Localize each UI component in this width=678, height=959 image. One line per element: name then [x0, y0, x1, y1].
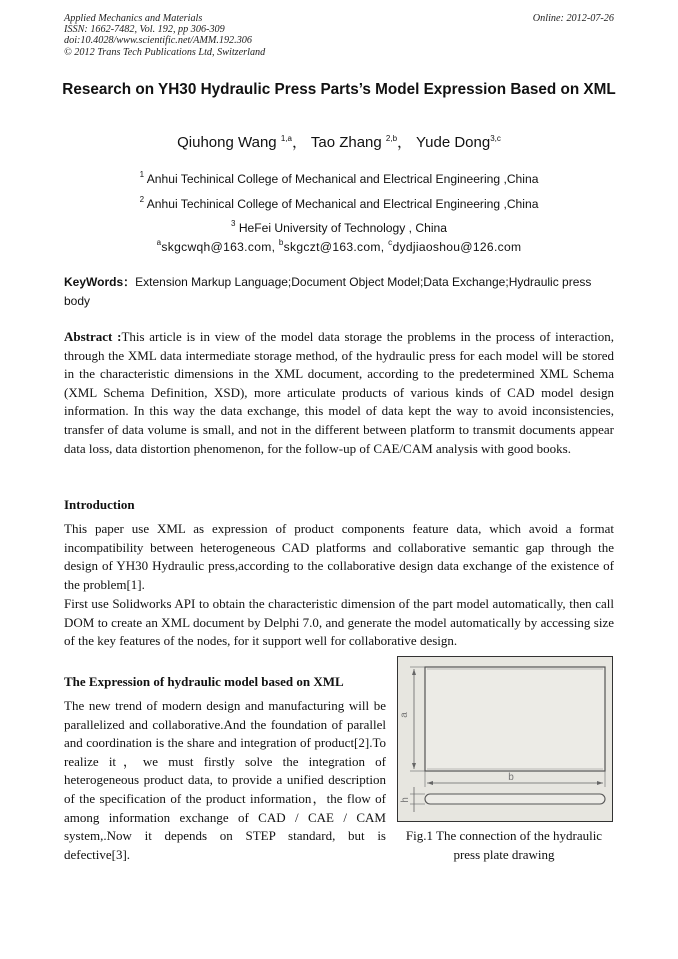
email-mark: a	[156, 238, 162, 247]
dimension-label-h: h	[400, 797, 411, 803]
email-mark: c	[388, 238, 393, 247]
figure-caption	[392, 827, 616, 864]
author-name: Qiuhong Wang	[177, 134, 281, 151]
author-list	[60, 131, 618, 152]
plate-side-view	[425, 794, 605, 804]
paper-title: Research on YH30 Hydraulic Press Parts’s Model Expression Based on XML	[62, 81, 616, 98]
author-separator: ，	[291, 134, 307, 151]
issn-line: ISSN: 1662-7482, Vol. 192, pp 306-309	[64, 24, 225, 36]
caption-line: press plate drawing	[453, 846, 555, 862]
plate-top-view	[425, 667, 605, 771]
affiliation-text: HeFei University of Technology , China	[235, 221, 447, 235]
affiliation	[60, 197, 618, 211]
press-plate-drawing	[398, 657, 612, 821]
affiliation-number: 1	[139, 170, 145, 179]
author-affil-mark: 3,c	[490, 134, 501, 143]
author-name: Tao Zhang	[310, 134, 386, 151]
doi-line: doi:10.4028/www.scientific.net/AMM.192.306	[64, 35, 252, 47]
affiliation-text: Anhui Techinical College of Mechanical and Electrical Engineering ,China	[144, 172, 539, 186]
affiliation-number: 2	[139, 195, 145, 204]
running-header	[64, 13, 265, 58]
affiliation-text: Anhui Techinical College of Mechanical and Electrical Engineering ,China	[144, 197, 539, 211]
abstract-text: This article is in view of the model data storage the problems in the process of interaction, through the XML data intermediate storage method, of the hydraulic press for each model will be stored in the characteristic dimensions in the XML document, according to the predetermined XML Schema (XML Schema Definition, XSD), more articulate products of various kinds of CAD model design information. In this way the data exchange, this model of data kept the way to avoid inconsistencies, transfer of data volume is small, and not in the different between platform to transmit documents appear data loss, data distortion phenomenon, for the follow-up of CAE/CAM analysis with good books.	[64, 329, 614, 456]
online-date: Online: 2012-07-26	[532, 13, 614, 24]
intro-paragraph: First use Solidworks API to obtain the characteristic dimension of the part model automatically, then call DOM to create an XML document by Delphi 7.0, and generate the model automatically by accessing size of the key features of the nodes, for it support well for collaborative design.	[64, 596, 614, 649]
email-mark: b	[278, 238, 284, 247]
email-address[interactable]: skgcwqh@163.com,	[161, 240, 279, 254]
dimension-label-a: a	[399, 712, 410, 718]
author-affil-mark: 2,b	[385, 134, 398, 143]
affiliation-number: 3	[231, 219, 236, 228]
affiliation	[60, 221, 618, 235]
caption-line: Fig.1 The connection of the hydraulic	[405, 828, 603, 843]
abstract	[64, 328, 614, 458]
email-list	[60, 240, 618, 254]
author-separator: ，	[397, 134, 413, 151]
author-affil-mark: 1,a	[280, 134, 292, 143]
keywords-text: Extension Markup Language;Document Object Model;Data Exchange;Hydraulic press body	[64, 275, 592, 308]
copyright-line: © 2012 Trans Tech Publications Ltd, Switzerland	[64, 46, 266, 58]
section-heading-introduction: Introduction	[64, 497, 135, 512]
author-name: Yude Dong	[415, 134, 491, 151]
figure-press-plate-drawing	[397, 656, 613, 822]
email-address[interactable]: dydjiaoshou@126.com	[392, 240, 522, 254]
section-heading-expression: The Expression of hydraulic model based on XML	[64, 674, 344, 689]
expression-paragraph: The new trend of modern design and manufacturing will be parallelized and collaborative.And the foundation of parallel and coordination is the share and integration of product[2].To realize it，we must firstly solve the integration of heterogeneous product data, to provide a unified description of the specification of the product information，the flow of among information exchange of CAD / CAE / CAM system,.Now it depends on STEP standard, but is defective[3].	[64, 698, 386, 862]
journal-name: Applied Mechanics and Materials	[64, 13, 203, 24]
affiliation	[60, 172, 618, 186]
dimension-label-b: b	[508, 772, 514, 783]
email-address[interactable]: skgczt@163.com,	[283, 240, 389, 254]
keywords	[64, 273, 616, 311]
abstract-label: Abstract :	[64, 329, 122, 344]
keywords-label: KeyWords：	[64, 275, 136, 289]
intro-paragraph: This paper use XML as expression of product components feature data, which avoid a format incompatibility between heterogeneous CAD platforms and collaborative semantic gap through the design of YH30 Hydraulic press,according to the collaborative design data exchange of the existence of the problem[1].	[64, 521, 614, 592]
